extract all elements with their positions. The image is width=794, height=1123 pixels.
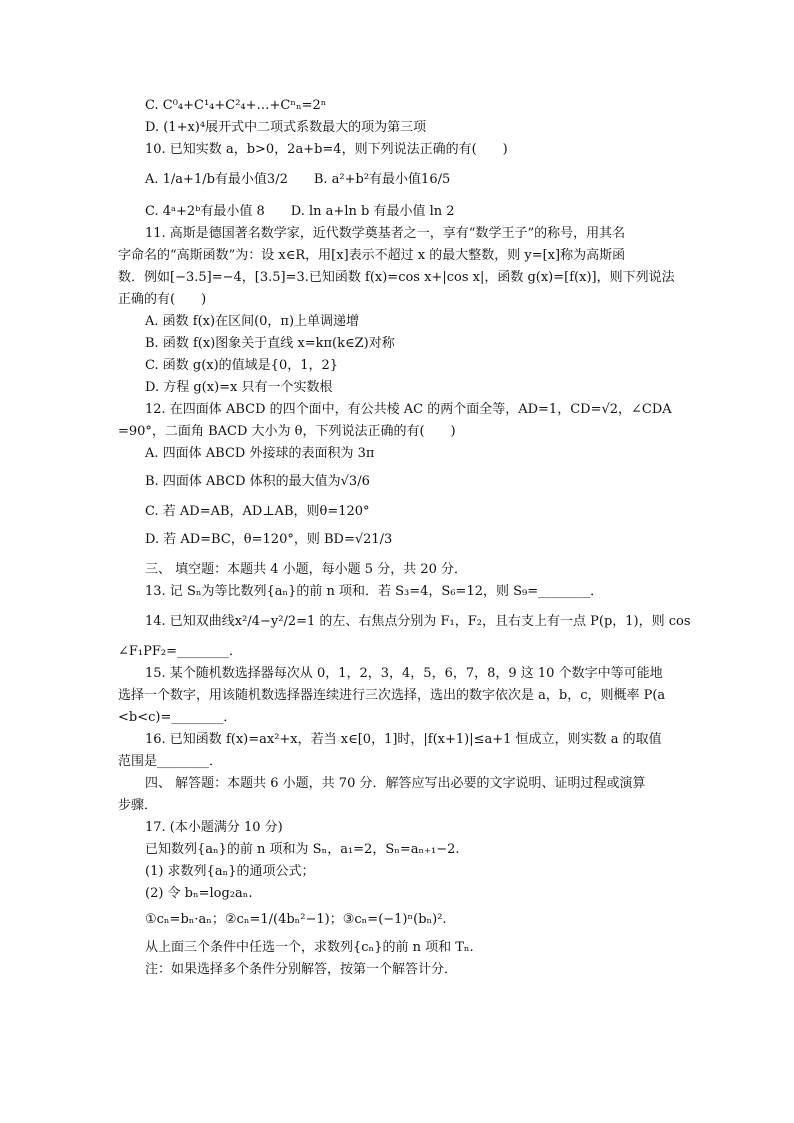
q12-stem-2: =90°，二面角 BACD 大小为 θ，下列说法正确的有( ): [118, 424, 456, 439]
q17-note: 注：如果选择多个条件分别解答，按第一个解答计分．: [145, 962, 458, 977]
q12-option-a: A. 四面体 ABCD 外接球的表面积为 3π: [145, 446, 375, 461]
q13: 13. 记 Sₙ为等比数列{aₙ}的前 n 项和．若 S₃=4，S₆=12，则 S₉=________．: [145, 584, 604, 599]
q12-option-b: B. 四面体 ABCD 体积的最大值为√3/6: [145, 474, 370, 489]
q12-option-d: D. 若 AD=BC，θ=120°，则 BD=√21/3: [145, 532, 393, 547]
q11-option-b: B. 函数 f(x)图象关于直线 x=kπ(k∈Z)对称: [145, 336, 395, 351]
q11-option-a: A. 函数 f(x)在区间(0，π)上单调递增: [145, 314, 360, 329]
q10-options-ab: A. 1/a+1/b有最小值3/2 B. a²+b²有最小值16/5: [145, 172, 451, 187]
q12-stem-1: 12. 在四面体 ABCD 的四个面中，有公共棱 AC 的两个面全等，AD=1，CD=√2，∠CDA: [145, 402, 672, 417]
q9-option-c: C. C⁰₄+C¹₄+C²₄+…+Cⁿₙ=2ⁿ: [145, 98, 327, 113]
q16-line-1: 16. 已知函数 f(x)=ax²+x，若当 x∈[0，1]时，|f(x+1)|≤a+1 恒成立，则实数 a 的取值: [145, 732, 662, 747]
section-answer-2: 步骤．: [118, 798, 158, 813]
q17-instruction: 从上面三个条件中任选一个，求数列{cₙ}的前 n 项和 Tₙ.: [145, 940, 474, 955]
q15-line-1: 15. 某个随机数选择器每次从 0，1，2，3，4，5，6，7，8，9 这 10 个数字中等可能地: [145, 666, 663, 681]
q15-line-3: <b<c)=________．: [118, 710, 237, 725]
q14-line-1: 14. 已知双曲线x²/4−y²/2=1 的左、右焦点分别为 F₁，F₂，且右支上有一点 P(p，1)，则 cos: [145, 614, 691, 629]
q9-option-d: D. (1+x)⁴展开式中二项式系数最大的项为第三项: [145, 120, 427, 135]
q17-part-2: (2) 令 bₙ=log₂aₙ.: [145, 886, 253, 901]
section-fill-blank: 三、 填空题：本题共 4 小题，每小题 5 分，共 20 分．: [145, 562, 468, 577]
q11-stem-4: 正确的有( ): [118, 292, 207, 307]
q11-option-c: C. 函数 g(x)的值域是{0，1，2}: [145, 358, 339, 373]
q16-line-2: 范围是________．: [118, 754, 223, 769]
q11-stem-1: 11. 高斯是德国著名数学家，近代数学奠基者之一，享有“数学王子”的称号，用其名: [145, 226, 626, 241]
q10-options-cd: C. 4ᵃ+2ᵇ有最小值 8 D. ln a+ln b 有最小值 ln 2: [145, 204, 455, 219]
q11-stem-3: 数．例如[−3.5]=−4，[3.5]=3.已知函数 f(x)=cos x+|cos x|，函数 g(x)=[f(x)]，则下列说法: [118, 270, 675, 285]
q17-given: 已知数列{aₙ}的前 n 项和为 Sₙ，a₁=2，Sₙ=aₙ₊₁−2.: [145, 842, 460, 857]
section-answer-1: 四、 解答题：本题共 6 小题，共 70 分．解答应写出必要的文字说明、证明过程或演算: [145, 776, 646, 791]
q10-stem: 10. 已知实数 a，b>0，2a+b=4，则下列说法正确的有( ): [145, 142, 508, 157]
q15-line-2: 选择一个数字，用该随机数选择器连续进行三次选择，选出的数字依次是 a，b，c，则概率 P(a: [118, 688, 666, 703]
q14-line-2: ∠F₁PF₂=________．: [118, 644, 242, 659]
q11-stem-2: 字命名的“高斯函数”为：设 x∈R，用[x]表示不超过 x 的最大整数，则 y=[x]称为高斯函: [118, 248, 626, 263]
q12-option-c: C. 若 AD=AB，AD⊥AB，则θ=120°: [145, 504, 370, 519]
q17-header: 17. (本小题满分 10 分): [145, 820, 283, 835]
q17-part-1: (1) 求数列{aₙ}的通项公式；: [145, 864, 315, 879]
q11-option-d: D. 方程 g(x)=x 只有一个实数根: [145, 380, 333, 395]
q17-conditions: ①cₙ=bₙ·aₙ；②cₙ=1/(4bₙ²−1)；③cₙ=(−1)ⁿ(bₙ)².: [145, 912, 447, 927]
